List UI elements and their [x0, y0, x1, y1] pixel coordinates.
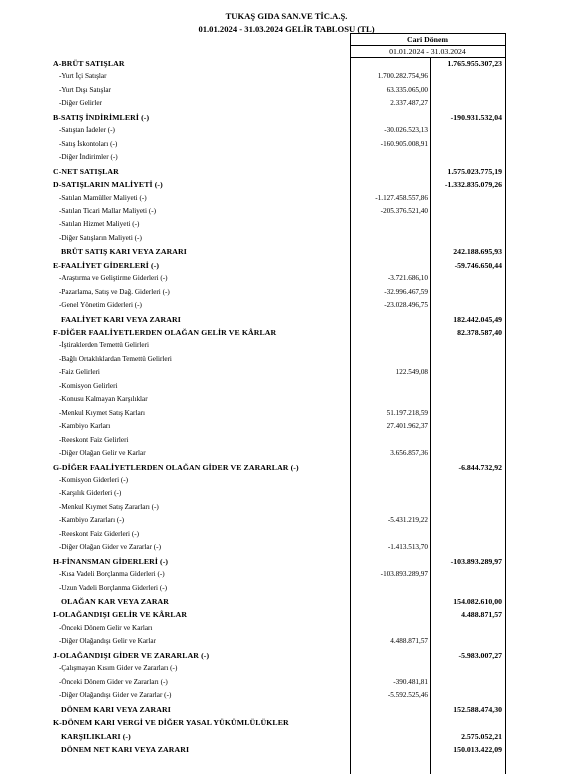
statement-row — [0, 463, 573, 477]
statement-row — [0, 234, 573, 248]
row-label: -Kambiyo Zararları (-) — [59, 516, 125, 525]
row-label: -Kısa Vadeli Borçlanma Giderleri (-) — [59, 570, 165, 579]
row-label: -Diğer Olağan Gider ve Zararlar (-) — [59, 543, 161, 552]
row-label: G-DİĞER FAALİYETLERDEN OLAĞAN GİDER VE ZARARLAR (-) — [53, 462, 299, 472]
statement-row — [0, 113, 573, 127]
row-total-value: 2.575.052,21 — [461, 731, 502, 741]
statement-row — [0, 288, 573, 302]
row-detail-value: -390.481,81 — [393, 677, 428, 686]
row-label: D-SATIŞLARIN MALİYETİ (-) — [53, 180, 163, 190]
row-total-value: 242.188.695,93 — [453, 247, 502, 257]
statement-row — [0, 489, 573, 503]
row-label: FAALİYET KARI VEYA ZARARI — [61, 314, 181, 324]
row-label: B-SATIŞ İNDİRİMLERİ (-) — [53, 112, 150, 122]
statement-row — [0, 422, 573, 436]
statement-row — [0, 610, 573, 624]
row-detail-value: -1.127.458.557,86 — [375, 193, 428, 202]
statement-row — [0, 651, 573, 665]
company-name: TUKAŞ GIDA SAN.VE TİC.A.Ş. — [225, 11, 348, 21]
row-label: -Karşılık Giderleri (-) — [59, 489, 122, 498]
row-label: -Yurt Dışı Satışlar — [59, 85, 111, 94]
row-total-value: 82.378.587,40 — [457, 328, 502, 337]
header-mid-rule — [350, 45, 505, 46]
row-label: J-OLAĞANDIŞI GİDER VE ZARARLAR (-) — [53, 650, 210, 660]
row-label: -Diğer Satışların Maliyeti (-) — [59, 233, 142, 242]
statement-row — [0, 247, 573, 261]
row-label: -Reeskont Faiz Gelirleri — [59, 435, 129, 444]
row-total-value: 154.082.610,00 — [453, 597, 502, 606]
row-detail-value: 122.549,08 — [395, 368, 428, 377]
statement-row — [0, 476, 573, 490]
report-title: 01.01.2024 - 31.03.2024 GELİR TABLOSU (TL) — [198, 24, 375, 34]
row-detail-value: 27.401.962,37 — [386, 422, 428, 431]
statement-row — [0, 355, 573, 369]
row-label: -Araştırma ve Geliştirme Giderleri (-) — [59, 274, 168, 283]
row-label: -Satılan Ticari Mallar Maliyeti (-) — [59, 206, 157, 215]
row-label: -Satılan Mamüller Maliyeti (-) — [59, 193, 147, 202]
row-label: -Genel Yönetim Giderleri (-) — [59, 301, 142, 310]
row-label: -Pazarlama, Satış ve Dağ. Giderleri (-) — [59, 287, 170, 296]
statement-row — [0, 368, 573, 382]
row-label: -Önceki Dönem Gelir ve Karları — [59, 623, 153, 632]
row-detail-value: 3.656.857,36 — [390, 449, 428, 458]
header-top-rule — [350, 33, 505, 34]
statement-row — [0, 436, 573, 450]
row-label: C-NET SATIŞLAR — [53, 166, 119, 176]
header-bottom-rule — [350, 57, 505, 58]
row-label: -Menkul Kıymet Satış Karları — [59, 408, 146, 417]
statement-row — [0, 745, 573, 759]
row-label: -Komisyon Gelirleri — [59, 381, 118, 390]
statement-row — [0, 624, 573, 638]
row-detail-value: -23.028.496,75 — [384, 301, 428, 310]
row-detail-value: 1.700.282.754,96 — [377, 72, 428, 81]
row-label: -Konusu Kalmayan Karşılıklar — [59, 395, 148, 404]
row-label: -Çalışmayan Kısım Gider ve Zararları (-) — [59, 664, 178, 673]
statement-row — [0, 597, 573, 611]
row-total-value: -103.893.289,97 — [450, 556, 502, 566]
row-detail-value: -3.721.686,10 — [387, 274, 428, 283]
period-range: 01.01.2024 - 31.03.2024 — [389, 47, 466, 56]
statement-row — [0, 194, 573, 208]
row-label: -Komisyon Giderleri (-) — [59, 475, 129, 484]
statement-row — [0, 59, 573, 73]
row-total-value: -59.746.650,44 — [454, 260, 502, 270]
row-total-value: -6.844.732,92 — [458, 462, 502, 472]
statement-row — [0, 126, 573, 140]
row-detail-value: -5.431.219,22 — [387, 516, 428, 525]
statement-row — [0, 516, 573, 530]
row-label: -Uzun Vadeli Borçlanma Giderleri (-) — [59, 583, 168, 592]
statement-row — [0, 503, 573, 517]
statement-row — [0, 409, 573, 423]
row-label: -Kambiyo Karları — [59, 422, 111, 431]
row-total-value: 182.442.045,49 — [453, 314, 502, 324]
statement-row — [0, 718, 573, 732]
statement-row — [0, 691, 573, 705]
statement-row — [0, 207, 573, 221]
row-detail-value: -32.996.467,59 — [384, 287, 428, 296]
row-detail-value: 63.335.065,00 — [386, 85, 428, 94]
row-label: OLAĞAN KAR VEYA ZARAR — [61, 597, 170, 606]
row-label: -Yurt İçi Satışlar — [59, 72, 107, 81]
statement-row — [0, 140, 573, 154]
row-label: H-FİNANSMAN GİDERLERİ (-) — [53, 556, 169, 566]
row-total-value: 1.575.023.775,19 — [447, 166, 502, 176]
row-detail-value: 2.337.487,27 — [390, 99, 428, 108]
statement-row — [0, 705, 573, 719]
row-label: E-FAALİYET GİDERLERİ (-) — [53, 260, 160, 270]
row-label: KARŞILIKLARI (-) — [61, 731, 131, 741]
row-detail-value: -5.592.525,46 — [387, 691, 428, 700]
statement-row — [0, 530, 573, 544]
row-label: DÖNEM NET KARI VEYA ZARARI — [61, 744, 190, 754]
row-detail-value: -103.893.289,97 — [380, 570, 428, 579]
row-label: -Diğer Olağandışı Gelir ve Karlar — [59, 637, 156, 646]
row-detail-value: 4.488.871,57 — [390, 637, 428, 646]
row-total-value: 4.488.871,57 — [461, 610, 502, 620]
row-detail-value: 51.197.218,59 — [386, 408, 428, 417]
statement-row — [0, 86, 573, 100]
statement-row — [0, 315, 573, 329]
row-label: -Menkul Kıymet Satış Zararları (-) — [59, 502, 159, 511]
row-label: -Diğer İndirimler (-) — [59, 153, 118, 162]
row-label: DÖNEM KARI VEYA ZARARI — [61, 704, 171, 714]
statement-row — [0, 557, 573, 571]
statement-row — [0, 261, 573, 275]
statement-row — [0, 274, 573, 288]
statement-row — [0, 220, 573, 234]
row-label: K-DÖNEM KARI VERGİ VE DİĞER YASAL YÜKÜMLÜLÜKLER — [53, 718, 289, 728]
row-detail-value: -30.026.523,13 — [384, 126, 428, 135]
row-label: -Önceki Dönem Gider ve Zararları (-) — [59, 677, 168, 686]
row-label: -İştiraklerden Temettü Gelirleri — [59, 341, 149, 350]
row-label: -Diğer Gelirler — [59, 99, 102, 108]
row-label: -Faiz Gelirleri — [59, 368, 100, 377]
period-label: Cari Dönem — [407, 35, 448, 44]
row-label: -Satış İskontoları (-) — [59, 139, 118, 148]
statement-row — [0, 301, 573, 315]
row-label: -Satıştan İadeler (-) — [59, 126, 115, 135]
statement-row — [0, 180, 573, 194]
row-detail-value: -205.376.521,40 — [380, 206, 428, 215]
row-total-value: 152.588.474,30 — [453, 704, 502, 714]
row-label: A-BRÜT SATIŞLAR — [53, 59, 125, 68]
statement-row — [0, 395, 573, 409]
statement-row — [0, 328, 573, 342]
row-total-value: 150.013.422,09 — [453, 744, 502, 754]
statement-row — [0, 449, 573, 463]
row-total-value: 1.765.955.307,23 — [447, 59, 502, 68]
row-detail-value: -160.905.008,91 — [380, 139, 428, 148]
statement-row — [0, 570, 573, 584]
statement-row — [0, 732, 573, 746]
statement-row — [0, 584, 573, 598]
statement-row — [0, 664, 573, 678]
row-total-value: -5.983.007,27 — [458, 650, 502, 660]
statement-row — [0, 99, 573, 113]
statement-row — [0, 153, 573, 167]
row-label: -Satılan Hizmet Maliyeti (-) — [59, 220, 140, 229]
row-total-value: -1.332.835.079,26 — [444, 180, 502, 190]
row-label: -Diğer Olağandışı Gider ve Zararlar (-) — [59, 691, 172, 700]
row-label: -Bağlı Ortaklıklardan Temettü Gelirleri — [59, 354, 172, 363]
statement-row — [0, 167, 573, 181]
statement-row — [0, 382, 573, 396]
row-detail-value: -1.413.513,70 — [387, 543, 428, 552]
row-label: I-OLAĞANDIŞI GELİR VE KÂRLAR — [53, 610, 188, 620]
row-label: -Reeskont Faiz Giderleri (-) — [59, 529, 140, 538]
row-label: -Diğer Olağan Gelir ve Karlar — [59, 449, 146, 458]
statement-row — [0, 341, 573, 355]
statement-row — [0, 678, 573, 692]
statement-row — [0, 72, 573, 86]
row-label: F-DİĞER FAALİYETLERDEN OLAĞAN GELİR VE KÂRLAR — [53, 328, 277, 337]
statement-row — [0, 543, 573, 557]
row-label: BRÜT SATIŞ KARI VEYA ZARARI — [61, 247, 187, 257]
row-total-value: -190.931.532,04 — [450, 112, 502, 122]
statement-row — [0, 637, 573, 651]
